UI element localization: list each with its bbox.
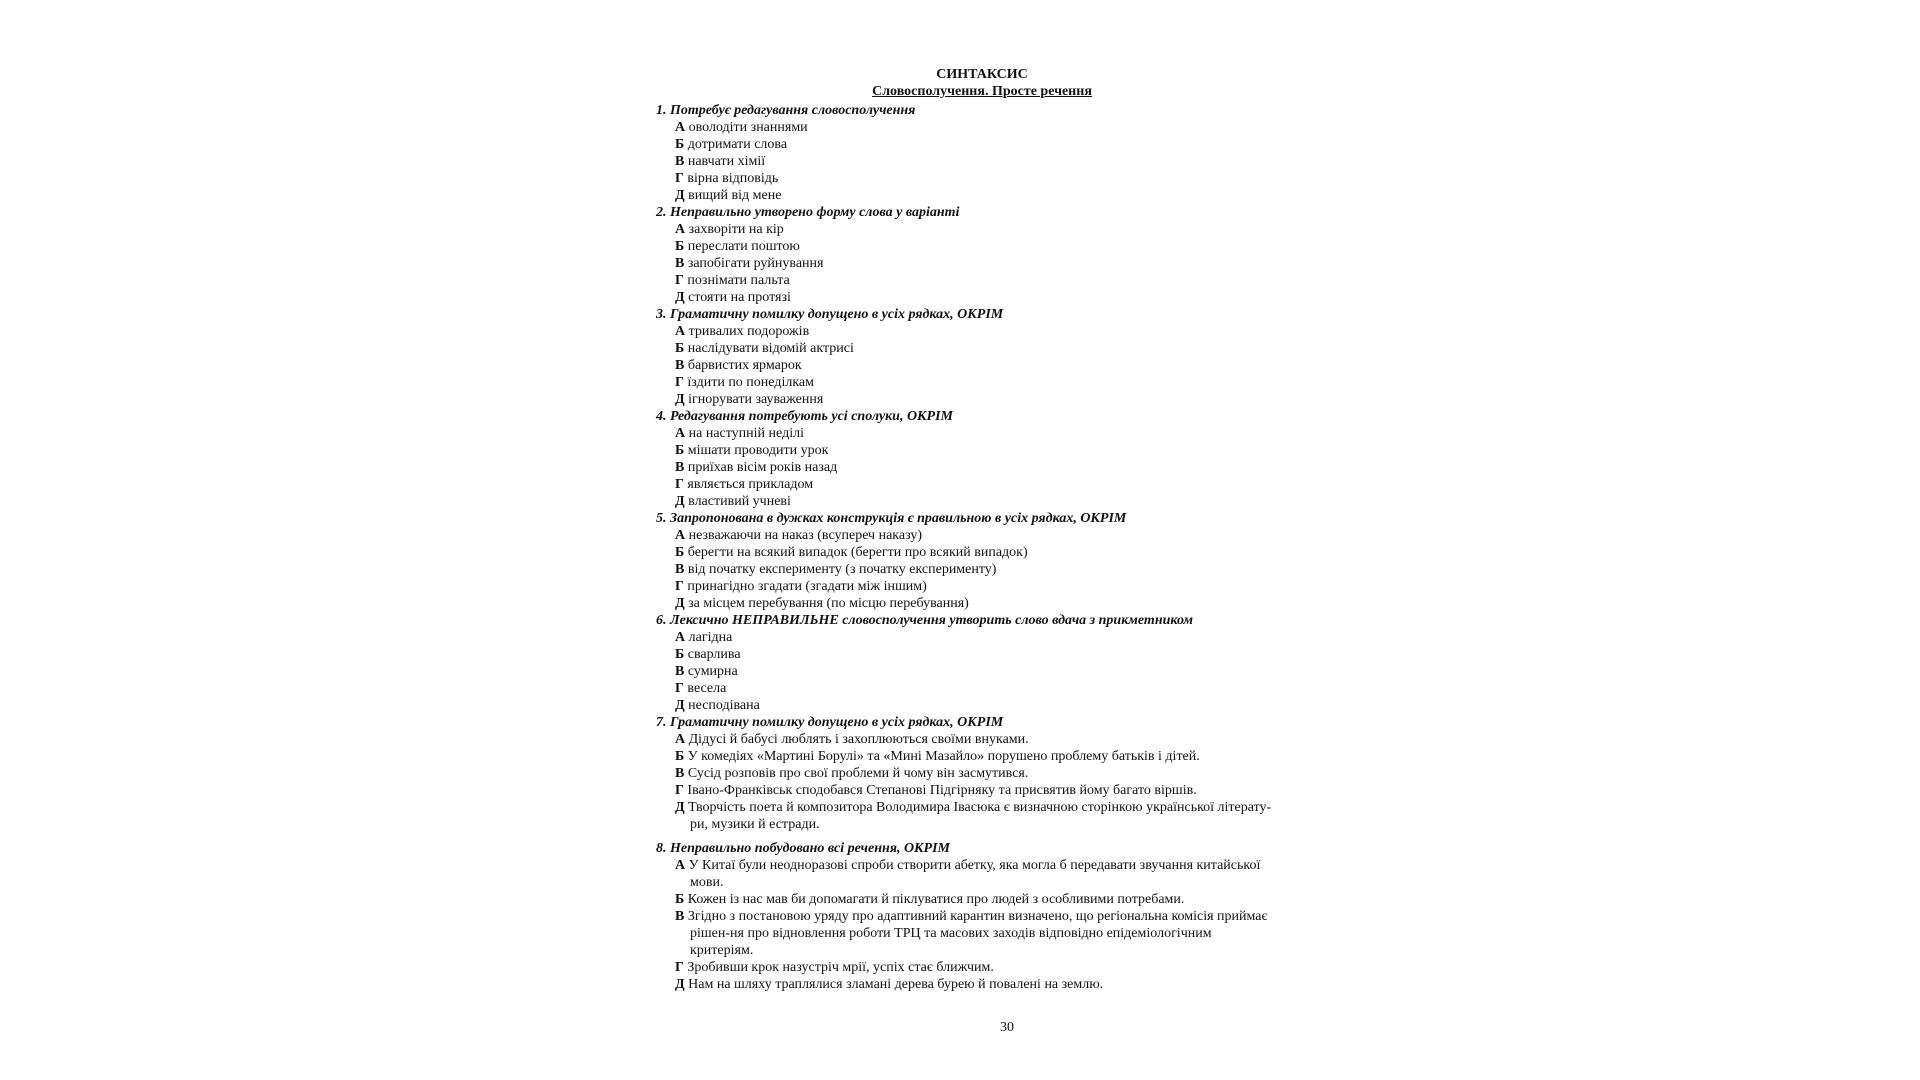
- option-letter: Б: [675, 443, 685, 458]
- answer-option: [656, 680, 1286, 697]
- question-text: 7. Граматичну помилку допущено в усіх рядках, ОКРІМ: [656, 715, 1004, 730]
- answer-option: [656, 857, 1286, 891]
- option-text: У Китаї були неодноразові спроби створити абетку, яка могла б передавати звучання китайської мови.: [688, 858, 1261, 890]
- option-letter: Г: [675, 375, 684, 390]
- option-letter: Г: [675, 171, 684, 186]
- option-letter: Г: [675, 273, 684, 288]
- option-letter: А: [675, 858, 686, 873]
- option-letter: В: [675, 766, 685, 781]
- option-text: захворіти на кір: [688, 222, 784, 237]
- option-text: познімати пальта: [687, 273, 790, 288]
- option-letter: А: [675, 426, 686, 441]
- option-letter: Д: [675, 494, 685, 509]
- answer-option: [656, 527, 1286, 544]
- option-text: Кожен із нас мав би допомагати й піклуватися про людей з особливими потребами.: [687, 892, 1185, 907]
- option-letter: Г: [675, 681, 684, 696]
- question-3: [656, 306, 1286, 408]
- option-letter: Б: [675, 892, 685, 907]
- answer-option: [656, 799, 1286, 833]
- question-list: [656, 102, 1286, 993]
- option-letter: В: [675, 154, 685, 169]
- option-letter: Д: [675, 977, 685, 992]
- option-text: стояти на протязі: [688, 290, 791, 305]
- answer-option: [656, 442, 1286, 459]
- answer-option: [656, 959, 1286, 976]
- answer-option: [656, 544, 1286, 561]
- answer-option: [656, 459, 1286, 476]
- question-text: 4. Редагування потребують усі сполуки, ОКРІМ: [656, 409, 954, 424]
- option-letter: Б: [675, 545, 685, 560]
- option-text: У комедіях «Мартині Борулі» та «Мині Мазайло» порушено проблему батьків і дітей.: [687, 749, 1200, 764]
- answer-option: [656, 357, 1286, 374]
- answer-option: [656, 493, 1286, 510]
- answer-option: [656, 170, 1286, 187]
- answer-option: [656, 425, 1286, 442]
- question-1: [656, 102, 1286, 204]
- answer-option: [656, 221, 1286, 238]
- answer-option: [656, 782, 1286, 799]
- answer-option: [656, 187, 1286, 204]
- page-number: 30: [1000, 1020, 1014, 1035]
- option-text: незважаючи на наказ (всупереч наказу): [688, 528, 923, 543]
- question-text: 6. Лексично НЕПРАВИЛЬНЕ словосполучення утворить слово вдача з прикметником: [656, 613, 1193, 628]
- option-letter: Г: [675, 477, 684, 492]
- question-2: [656, 204, 1286, 306]
- answer-option: [656, 663, 1286, 680]
- option-text: Дідусі й бабусі люблять і захоплюються своїми внуками.: [688, 732, 1029, 747]
- question-text: 1. Потребує редагування словосполучення: [656, 103, 916, 118]
- answer-option: [656, 272, 1286, 289]
- option-letter: Г: [675, 960, 684, 975]
- answer-option: [656, 153, 1286, 170]
- option-text: на наступній неділі: [688, 426, 804, 441]
- option-letter: В: [675, 909, 685, 924]
- option-text: переслати поштою: [687, 239, 800, 254]
- answer-option: [656, 731, 1286, 748]
- option-letter: А: [675, 120, 686, 135]
- option-text: їздити по понеділкам: [687, 375, 814, 390]
- option-text: сварлива: [687, 647, 741, 662]
- option-text: оволодіти знаннями: [688, 120, 808, 135]
- option-letter: Д: [675, 188, 685, 203]
- answer-option: [656, 374, 1286, 391]
- option-letter: Г: [675, 783, 684, 798]
- answer-option: [656, 119, 1286, 136]
- question-text: 2. Неправильно утворено форму слова у варіанті: [656, 205, 960, 220]
- answer-option: [656, 891, 1286, 908]
- answer-option: [656, 976, 1286, 993]
- option-letter: Б: [675, 749, 685, 764]
- option-text: вищий від мене: [688, 188, 782, 203]
- option-letter: В: [675, 256, 685, 271]
- question-7: [656, 714, 1286, 833]
- option-letter: А: [675, 222, 686, 237]
- option-text: тривалих подорожів: [688, 324, 810, 339]
- option-text: Івано-Франківськ сподобався Степанові Підгірняку та присвятив йому багато віршів.: [687, 783, 1197, 798]
- option-letter: Д: [675, 698, 685, 713]
- answer-option: [656, 476, 1286, 493]
- answer-option: [656, 238, 1286, 255]
- option-text: від початку експерименту (з початку експерименту): [687, 562, 997, 577]
- option-text: весела: [687, 681, 727, 696]
- option-letter: А: [675, 630, 686, 645]
- question-4: [656, 408, 1286, 510]
- option-text: наслідувати відомій актрисі: [687, 341, 854, 356]
- option-text: лагідна: [688, 630, 733, 645]
- option-letter: В: [675, 358, 685, 373]
- option-text: Зробивши крок назустріч мрії, успіх стає ближчим.: [687, 960, 994, 975]
- option-letter: Д: [675, 290, 685, 305]
- option-text: приїхав вісім років назад: [687, 460, 838, 475]
- option-letter: Д: [675, 596, 685, 611]
- option-letter: А: [675, 528, 686, 543]
- answer-option: [656, 136, 1286, 153]
- option-letter: Д: [675, 800, 685, 815]
- option-text: принагідно згадати (згадати між іншим): [687, 579, 927, 594]
- option-text: барвистих ярмарок: [687, 358, 802, 373]
- page-title: СИНТАКСИС: [936, 67, 1028, 82]
- option-text: за місцем перебування (по місцю перебування): [688, 596, 969, 611]
- option-text: Нам на шляху траплялися зламані дерева бурею й повалені на землю.: [688, 977, 1104, 992]
- answer-option: [656, 289, 1286, 306]
- answer-option: [656, 578, 1286, 595]
- question-text: 3. Граматичну помилку допущено в усіх рядках, ОКРІМ: [656, 307, 1004, 322]
- question-8: [656, 840, 1286, 993]
- answer-option: [656, 765, 1286, 782]
- option-text: несподівана: [688, 698, 760, 713]
- answer-option: [656, 595, 1286, 612]
- question-6: [656, 612, 1286, 714]
- answer-option: [656, 255, 1286, 272]
- option-letter: А: [675, 324, 686, 339]
- option-text: сумирна: [687, 664, 738, 679]
- option-text: дотримати слова: [687, 137, 788, 152]
- option-text: Творчість поета й композитора Володимира Івасюка є визначною сторінкою української літерату-ри, музики й естради.: [688, 800, 1272, 832]
- page-subtitle: Словосполучення. Просте речення: [872, 84, 1092, 99]
- option-letter: В: [675, 460, 685, 475]
- answer-option: [656, 646, 1286, 663]
- answer-option: [656, 340, 1286, 357]
- answer-option: [656, 323, 1286, 340]
- option-letter: В: [675, 562, 685, 577]
- answer-option: [656, 697, 1286, 714]
- question-text: 5. Запропонована в дужках конструкція є правильною в усіх рядках, ОКРІМ: [656, 511, 1127, 526]
- option-text: вірна відповідь: [687, 171, 779, 186]
- option-text: запобігати руйнування: [687, 256, 824, 271]
- option-letter: В: [675, 664, 685, 679]
- document-page: [656, 66, 1286, 993]
- question-5: [656, 510, 1286, 612]
- question-text: 8. Неправильно побудовано всі речення, ОКРІМ: [656, 841, 950, 856]
- option-letter: А: [675, 732, 686, 747]
- option-text: мішати проводити урок: [687, 443, 829, 458]
- option-text: берегти на всякий випадок (берегти про всякий випадок): [687, 545, 1028, 560]
- option-text: Згідно з постановою уряду про адаптивний карантин визначено, що регіональна комісія приймає рішен-ня про відновлення роботи ТРЦ та масових заходів відповідно епідеміологічним критеріям.: [687, 909, 1268, 958]
- option-letter: Б: [675, 341, 685, 356]
- answer-option: [656, 391, 1286, 408]
- option-text: властивий учневі: [688, 494, 791, 509]
- option-letter: Г: [675, 579, 684, 594]
- option-text: навчати хімії: [687, 154, 766, 169]
- option-letter: Б: [675, 647, 685, 662]
- option-letter: Б: [675, 137, 685, 152]
- answer-option: [656, 908, 1286, 959]
- answer-option: [656, 561, 1286, 578]
- option-text: являється прикладом: [687, 477, 814, 492]
- answer-option: [656, 629, 1286, 646]
- option-text: ігнорувати зауваження: [688, 392, 824, 407]
- option-letter: Д: [675, 392, 685, 407]
- option-letter: Б: [675, 239, 685, 254]
- answer-option: [656, 748, 1286, 765]
- option-text: Сусід розповів про свої проблеми й чому він засмутився.: [687, 766, 1029, 781]
